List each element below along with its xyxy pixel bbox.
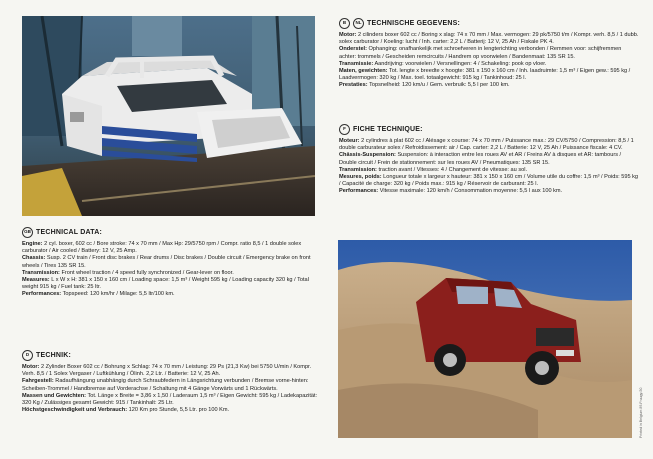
spec-block-header xyxy=(339,124,639,135)
factory-assembly-photo xyxy=(22,16,315,216)
spec-label: Transmissie: xyxy=(339,60,374,67)
spec-row xyxy=(22,241,317,255)
spec-label: Measures: xyxy=(22,277,50,284)
spec-row xyxy=(339,82,639,89)
spec-row xyxy=(339,46,639,60)
spec-label: Transmission: xyxy=(339,166,377,173)
country-badge-d: D xyxy=(22,350,33,361)
spec-text: L x W x H: 381 x 150 x 160 cm / Loading space: 1,5 m³ / Weight 595 kg / Loading capacity 320 kg / Total weight 915 kg / Fuel tank: 25 ltr. xyxy=(22,277,309,291)
country-badge-gb: GB xyxy=(22,227,33,238)
spec-row xyxy=(22,393,322,407)
spec-text: Suspension: à interaction entre les roues AV et AR / Freins AV à disques et AR: tambours / Double circuit / Frein de stationnement: sur les roues AV / Pneumatiques: 135 SR 15. xyxy=(339,152,622,166)
spec-label: Motor: xyxy=(22,364,40,370)
spec-row xyxy=(22,364,322,378)
spec-row xyxy=(22,378,322,392)
spec-text: Tot. Länge x Breite = 3,86 x 1,50 / Laderaum 1,5 m³ / Eigen Gewicht: 595 kg / Ladekapazität: 320 Kg / Zulässiges gesamt Gewicht: 915 / Tankinhalt: 25 Ltr. xyxy=(22,392,318,407)
spec-row xyxy=(339,188,639,195)
spec-text: Susp. 2 CV train / Front disc brakes / Rear drums / Disc brakes / Double circuit / Emergency brake on front wheels / Tires 135 SR 15. xyxy=(22,255,311,269)
spec-label: Moteur: xyxy=(339,138,360,144)
country-badge-f: F xyxy=(339,124,350,135)
spec-row xyxy=(339,138,639,152)
spec-block-title: FICHE TECHNIQUE: xyxy=(353,126,423,133)
spec-label: Fahrgestell: xyxy=(22,378,54,385)
spec-text: 2 cilinders boxer 602 cc / Boring x slag: 74 x 70 mm / Max. vermogen: 29 pk/5750 t/m / Kompr. verh. 8,5 / 1 dubb. solex carburator / Koeling: lucht / Inh. carter: 2,2 L / Batterij: 12 V, 25 Ah / Fiskale PK 4. xyxy=(339,32,639,46)
country-badge-nl: NL xyxy=(353,18,364,29)
spec-label: Höchstgeschwindigkeit und Verbrauch: xyxy=(22,407,128,414)
spec-block-french xyxy=(339,124,639,196)
spec-row xyxy=(339,61,639,68)
spec-block-title: TECHNIK: xyxy=(36,352,72,359)
spec-label: Châssis-Suspension: xyxy=(339,152,396,159)
sand-dune-photo xyxy=(338,240,632,438)
spec-text: 2 cyl. boxer, 602 cc / Bore stroke: 74 x 70 mm / Max Hp: 29/5750 rpm / Compr. ratio 8,5 / 1 double solex carburator / Air cooled / Battery: 12 V, 25 Amp. xyxy=(22,241,302,255)
spec-label: Mesures, poids: xyxy=(339,174,382,181)
spec-block-header xyxy=(22,227,317,238)
spec-row xyxy=(339,68,639,82)
spec-text: Topsnelheid: 120 km/u / Gem. verbruik: 5,5 l per 100 km. xyxy=(369,82,510,89)
spec-block-title: TECHNICAL DATA: xyxy=(36,229,102,236)
spec-row xyxy=(339,174,639,188)
spec-text: Front wheel traction / 4 speed fully synchronized / Gear-lever on floor. xyxy=(61,269,234,276)
factory-photo-illustration xyxy=(22,16,315,216)
spec-text: Topspeed: 120 km/hr / Milage: 5,5 ltr/100 km. xyxy=(62,291,175,298)
spec-text: Longueur totale x largeur x hauteur: 381 x 150 x 160 cm / Volume utile du coffre: 1,5 m³ / Poids: 595 kg / Capacité de charge: 320 kg / Poids max.: 915 kg / Réservoir de carburant: 25 l. xyxy=(339,174,639,188)
spec-text: Radaufhängung unabhängig durch Schraubfedern in Längsrichtung verbunden / Bremse vorne-hinten: Scheiben-Trommel / Handbremse auf Vorderachse / Schaltung mit 4 Gänge Vorwärts und 1 Rückwärts. xyxy=(22,378,309,392)
spec-label: Performances: xyxy=(339,188,379,195)
spec-label: Onderstel: xyxy=(339,46,367,53)
spec-block-title: TECHNISCHE GEGEVENS: xyxy=(367,20,461,27)
spec-block-english xyxy=(22,227,317,299)
spec-row xyxy=(339,167,639,174)
spec-label: Maten, gewichten: xyxy=(339,68,388,75)
spec-row xyxy=(22,255,317,269)
spec-label: Prestaties: xyxy=(339,82,368,89)
spec-block-header xyxy=(339,18,639,29)
spec-row xyxy=(22,407,322,414)
spec-text: Ophanging: onafhankelijk met schroefveren in lengterichting verbonden / Remmen voor: schijfremmen achter: trommels / Gescheiden remcircuits / Handrem op voorwielen / Bandenmaat: 135 SR 15. xyxy=(339,46,622,60)
spec-label: Motor: xyxy=(339,32,357,38)
spec-row xyxy=(22,270,317,277)
dune-photo-illustration xyxy=(338,240,632,438)
spec-label: Engine: xyxy=(22,241,43,247)
spec-label: Performances: xyxy=(22,291,62,298)
spec-text: Vitesse maximale: 120 km/h / Consommation moyenne: 5,5 l aux 100 km. xyxy=(379,188,563,195)
spec-row xyxy=(339,32,639,46)
spec-text: 2 cylindres à plat 602 cc / Alésage x course: 74 x 70 mm / Puissance max.: 29 CV/5750 / Compression: 8,5 / 1 double carburateur solex / Refroidissement: air / Cap. carter: 2,2 L / Batterie: 12 V, 25 Ah / Puissance fiscale: 4 CV. xyxy=(339,138,634,152)
spec-block-german xyxy=(22,350,322,414)
country-badge-b: B xyxy=(339,18,350,29)
spec-text: traction avant / Vitesses: 4 / Changement de vitesse: au sol. xyxy=(378,166,528,173)
spec-row xyxy=(22,291,317,298)
spec-text: Aandrijving: voorwielen / Versnellingen: 4 / Schakeling: pook op vloer. xyxy=(374,60,547,67)
spec-row xyxy=(339,152,639,166)
spec-row xyxy=(22,277,317,291)
spec-label: Chassis: xyxy=(22,255,46,262)
spec-text: Tot. lengte x breedte x hoogte: 381 x 150 x 160 cm / Inh. laadruimte: 1,5 m³ / Eigen gew.: 595 kg / Laadvermogen: 320 kg / Max. toel. totaalgewicht: 915 kg / Tankinhoud: 25 l. xyxy=(339,68,631,82)
spec-text: 2 Zylinder Boxer 602 cc / Bohrung x Schlag: 74 x 70 mm / Leistung: 29 Ps (21,3 Kw) bei 5750 U/min / Kompr. Verh. 8,5 / 1 Solex Vergaser / Luftkühlung / Ölinh. 2,2 Ltr. / Batterie: 12 V, 25 Ah. xyxy=(22,364,312,378)
spec-label: Transmission: xyxy=(22,269,60,276)
spec-block-dutch xyxy=(339,18,639,90)
spec-label: Massen und Gewichten: xyxy=(22,392,87,399)
print-credit: Printed in Belgium 89-Fruugy-50 xyxy=(639,387,643,438)
spec-block-header xyxy=(22,350,322,361)
spec-text: 120 Km pro Stunde, 5,5 Ltr. pro 100 Km. xyxy=(128,407,230,414)
